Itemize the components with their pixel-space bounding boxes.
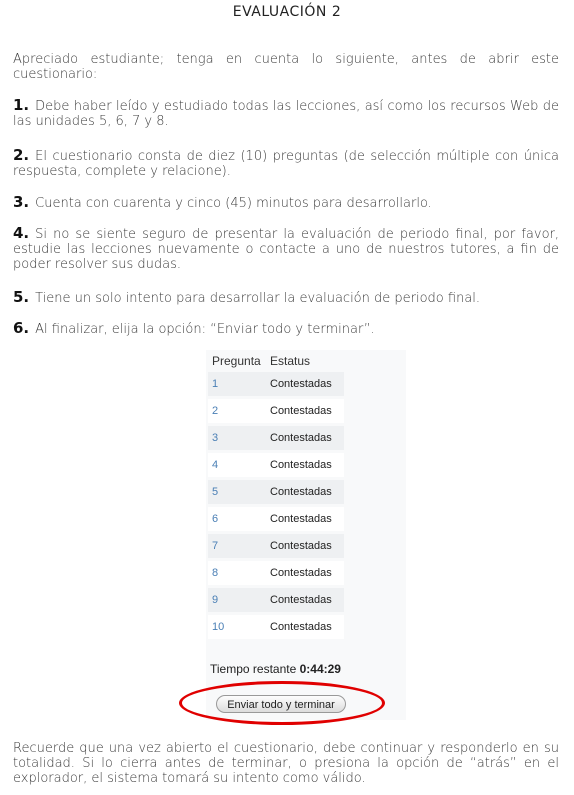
instruction-item-3 <box>13 195 559 211</box>
item-number: 4. <box>13 224 30 242</box>
instruction-item-2 <box>13 148 559 179</box>
item-text: El cuestionario consta de diez (10) preguntas (de selección múltiple con única respuesta, complete y relacione). <box>13 149 559 179</box>
question-link[interactable]: 4 <box>208 452 266 479</box>
question-link[interactable]: 8 <box>208 560 266 587</box>
question-link[interactable]: 9 <box>208 587 266 614</box>
question-link[interactable]: 10 <box>208 614 266 641</box>
item-number: 6. <box>13 319 30 337</box>
question-status: Contestadas <box>266 560 344 587</box>
question-link[interactable]: 2 <box>208 398 266 425</box>
table-row <box>208 560 344 587</box>
column-header-status: Estatus <box>270 354 311 368</box>
question-status: Contestadas <box>266 614 344 641</box>
timer-value: 0:44:29 <box>299 662 341 676</box>
submit-all-button[interactable]: Enviar todo y terminar <box>216 695 346 713</box>
timer-label: Tiempo restante <box>210 662 297 676</box>
item-number: 3. <box>13 193 30 211</box>
question-status: Contestadas <box>266 372 344 398</box>
question-status: Contestadas <box>266 398 344 425</box>
table-row <box>208 372 344 398</box>
instruction-item-5 <box>13 290 559 306</box>
question-status: Contestadas <box>266 479 344 506</box>
question-status: Contestadas <box>266 452 344 479</box>
question-status: Contestadas <box>266 587 344 614</box>
instruction-item-6 <box>13 321 559 337</box>
item-text: Cuenta con cuarenta y cinco (45) minutos para desarrollarlo. <box>35 196 432 211</box>
instruction-item-4 <box>13 226 559 272</box>
instruction-item-1 <box>13 98 559 129</box>
item-text: Si no se siente seguro de presentar la evaluación de periodo final, por favor, estudie las lecciones nuevamente o contacte a uno de nuestros tutores, a fin de poder resolver sus dudas. <box>13 227 559 272</box>
item-text: Al finalizar, elija la opción: “Enviar todo y terminar”. <box>35 322 375 337</box>
question-link[interactable]: 6 <box>208 506 266 533</box>
time-remaining <box>210 662 341 676</box>
question-status-table <box>208 350 344 642</box>
table-row <box>208 452 344 479</box>
item-number: 2. <box>13 146 30 164</box>
document-title: EVALUACIÓN 2 <box>232 4 342 20</box>
table-row <box>208 614 344 641</box>
table-row <box>208 479 344 506</box>
table-row <box>208 506 344 533</box>
question-link[interactable]: 7 <box>208 533 266 560</box>
item-text: Debe haber leído y estudiado todas las lecciones, así como los recursos Web de las unidades 5, 6, 7 y 8. <box>13 99 559 129</box>
quiz-navigation-panel <box>206 350 406 720</box>
item-text: Tiene un solo intento para desarrollar la evaluación de periodo final. <box>35 291 481 306</box>
question-link[interactable]: 5 <box>208 479 266 506</box>
item-number: 5. <box>13 288 30 306</box>
column-header-question: Pregunta <box>212 354 261 368</box>
question-status: Contestadas <box>266 533 344 560</box>
table-row <box>208 425 344 452</box>
table-row <box>208 587 344 614</box>
table-row <box>208 533 344 560</box>
question-link[interactable]: 1 <box>208 372 266 398</box>
footer-paragraph: Recuerde que una vez abierto el cuestionario, debe continuar y responderlo en su totalidad. Si lo cierra antes de terminar, o presiona la opción de “atrás” en el explorador, el sistema tomará su intento como válido. <box>13 741 559 786</box>
question-link[interactable]: 3 <box>208 425 266 452</box>
intro-paragraph: Apreciado estudiante; tenga en cuenta lo siguiente, antes de abrir este cuestionario: <box>13 52 559 82</box>
table-row <box>208 398 344 425</box>
question-status: Contestadas <box>266 425 344 452</box>
question-status: Contestadas <box>266 506 344 533</box>
item-number: 1. <box>13 96 30 114</box>
